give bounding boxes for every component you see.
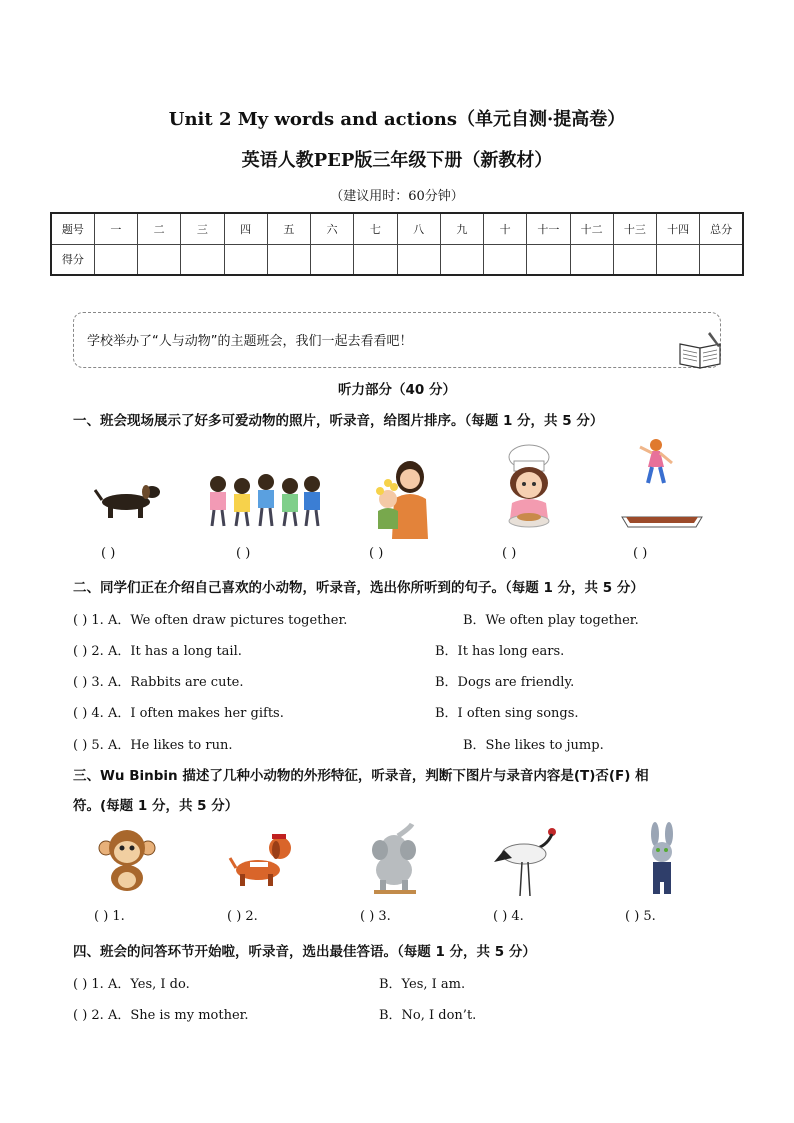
listening-section-header: 听力部分（40 分） bbox=[338, 382, 456, 398]
answer-blank-2[interactable]: ( ) 2. bbox=[227, 909, 258, 924]
score-input-cell[interactable] bbox=[267, 244, 310, 275]
table-cell: 九 bbox=[440, 213, 483, 244]
question-4-1[interactable]: ( ) 1. A．Yes, I do. bbox=[73, 977, 190, 992]
score-table-header-row bbox=[51, 213, 743, 244]
score-input-cell[interactable] bbox=[354, 244, 397, 275]
table-cell: 十一 bbox=[527, 213, 570, 244]
suggested-time: （建议用时：60分钟） bbox=[330, 189, 464, 204]
rabbit-image bbox=[645, 822, 679, 896]
table-cell: 总分 bbox=[700, 213, 743, 244]
table-cell: 四 bbox=[224, 213, 267, 244]
section-3-heading-line2: 符。(每题 1 分，共 5 分） bbox=[73, 798, 239, 814]
table-cell: 十二 bbox=[570, 213, 613, 244]
table-cell: 八 bbox=[397, 213, 440, 244]
score-table bbox=[50, 212, 744, 276]
children-playing-image bbox=[206, 472, 324, 528]
option-b[interactable]: B．It has long ears. bbox=[435, 644, 565, 659]
answer-blank[interactable]: ( ) bbox=[369, 546, 384, 561]
table-cell: 十 bbox=[484, 213, 527, 244]
section-3-heading-line1: 三、Wu Binbin 描述了几种小动物的外形特征，听录音，判断下图片与录音内容是(T)否(F) 相 bbox=[73, 768, 649, 784]
question-2-4[interactable]: ( ) 4. A．I often makes her gifts. bbox=[73, 706, 284, 721]
score-input-cell[interactable] bbox=[440, 244, 483, 275]
score-input-cell[interactable] bbox=[397, 244, 440, 275]
score-input-cell[interactable] bbox=[94, 244, 137, 275]
question-2-1[interactable]: ( ) 1. A．We often draw pictures together. bbox=[73, 613, 348, 628]
question-2-5[interactable]: ( ) 5. A．He likes to run. bbox=[73, 738, 233, 753]
option-b[interactable]: B．She likes to jump. bbox=[463, 738, 604, 753]
question-2-3[interactable]: ( ) 3. A．Rabbits are cute. bbox=[73, 675, 244, 690]
monkey-image bbox=[98, 826, 156, 892]
score-table-score-row bbox=[51, 244, 743, 275]
mother-and-child-image bbox=[368, 459, 434, 539]
answer-blank[interactable]: ( ) bbox=[101, 546, 116, 561]
answer-blank[interactable]: ( ) bbox=[502, 546, 517, 561]
table-cell: 七 bbox=[354, 213, 397, 244]
score-input-cell[interactable] bbox=[700, 244, 743, 275]
score-input-cell[interactable] bbox=[484, 244, 527, 275]
table-cell: 十四 bbox=[657, 213, 700, 244]
girl-jumping-image bbox=[618, 437, 706, 533]
score-input-cell[interactable] bbox=[138, 244, 181, 275]
section-1-heading: 一、班会现场展示了好多可爱动物的照片，听录音，给图片排序。（每题 1 分，共 5 分） bbox=[73, 413, 604, 429]
page-title: Unit 2 My words and actions（单元自测·提高卷） bbox=[168, 109, 626, 130]
option-b[interactable]: B．Dogs are friendly. bbox=[435, 675, 575, 690]
answer-blank[interactable]: ( ) bbox=[236, 546, 251, 561]
answer-blank-5[interactable]: ( ) 5. bbox=[625, 909, 656, 924]
section-2-heading: 二、同学们正在介绍自己喜欢的小动物，听录音，选出你所听到的句子。（每题 1 分，共 5 分） bbox=[73, 580, 644, 596]
dachshund-dog-image bbox=[94, 478, 164, 523]
table-cell: 一 bbox=[94, 213, 137, 244]
question-2-2[interactable]: ( ) 2. A．It has a long tail. bbox=[73, 644, 242, 659]
table-cell: 五 bbox=[267, 213, 310, 244]
answer-blank-3[interactable]: ( ) 3. bbox=[360, 909, 391, 924]
notice-box bbox=[73, 312, 721, 368]
score-input-cell[interactable] bbox=[311, 244, 354, 275]
score-input-cell[interactable] bbox=[181, 244, 224, 275]
table-cell: 六 bbox=[311, 213, 354, 244]
answer-blank-1[interactable]: ( ) 1. bbox=[94, 909, 125, 924]
answer-blank-4[interactable]: ( ) 4. bbox=[493, 909, 524, 924]
page-subtitle: 英语人教PEP版三年级下册（新教材） bbox=[241, 150, 553, 171]
option-b[interactable]: B．I often sing songs. bbox=[435, 706, 579, 721]
score-input-cell[interactable] bbox=[224, 244, 267, 275]
score-input-cell[interactable] bbox=[527, 244, 570, 275]
elephant-image bbox=[370, 822, 420, 894]
score-input-cell[interactable] bbox=[657, 244, 700, 275]
table-cell: 二 bbox=[138, 213, 181, 244]
girl-baking-image bbox=[498, 443, 560, 531]
score-input-cell[interactable] bbox=[570, 244, 613, 275]
open-book-icon bbox=[676, 330, 726, 370]
table-cell: 十三 bbox=[613, 213, 656, 244]
option-b[interactable]: B．Yes, I am. bbox=[379, 977, 466, 992]
option-b[interactable]: B．We often play together. bbox=[463, 613, 639, 628]
table-cell: 得分 bbox=[51, 244, 94, 275]
section-4-heading: 四、班会的问答环节开始啦，听录音，选出最佳答语。（每题 1 分，共 5 分） bbox=[73, 944, 536, 960]
score-input-cell[interactable] bbox=[613, 244, 656, 275]
notice-text: 学校举办了“人与动物”的主题班会，我们一起去看看吧！ bbox=[87, 334, 413, 349]
crane-image bbox=[492, 822, 564, 898]
answer-blank[interactable]: ( ) bbox=[633, 546, 648, 561]
table-cell: 题号 bbox=[51, 213, 94, 244]
dog-image bbox=[228, 828, 298, 890]
question-4-2[interactable]: ( ) 2. A．She is my mother. bbox=[73, 1008, 249, 1023]
option-b[interactable]: B．No, I don’t. bbox=[379, 1008, 477, 1023]
table-cell: 三 bbox=[181, 213, 224, 244]
